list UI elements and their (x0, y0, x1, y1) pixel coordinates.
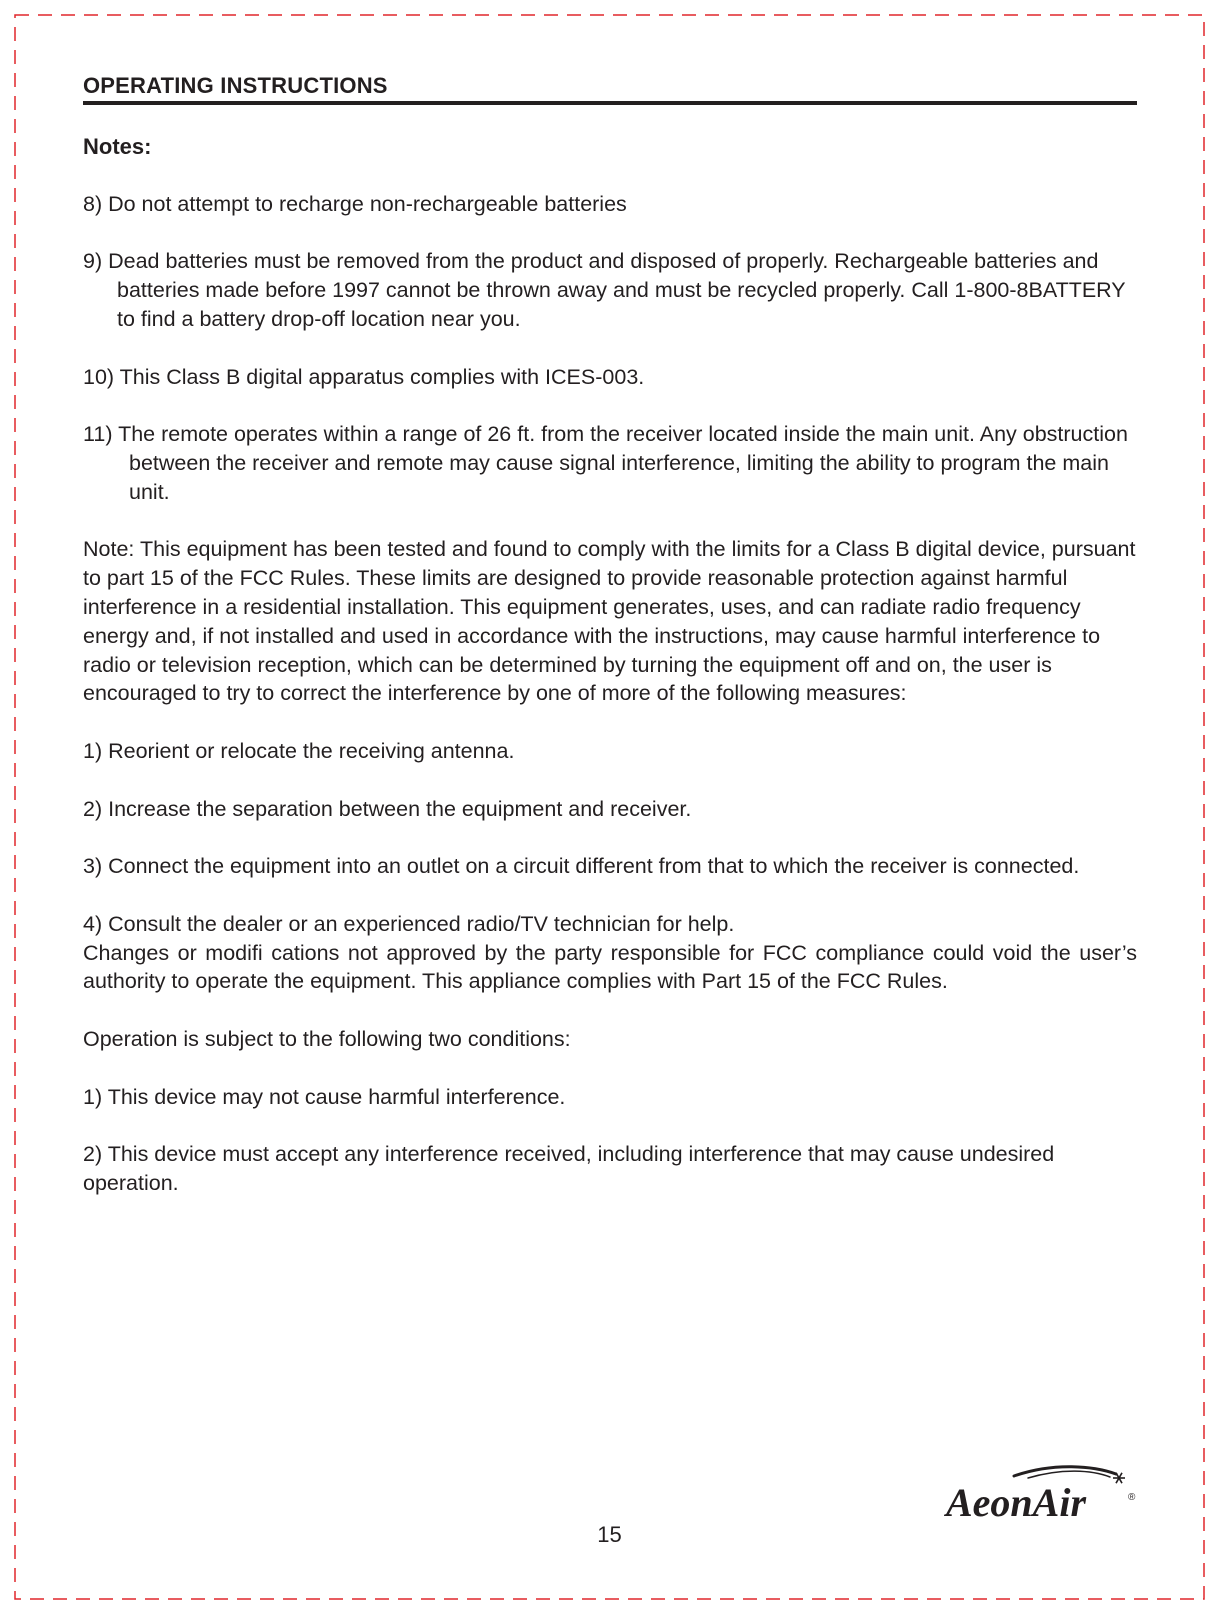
note-item-8: 8) Do not attempt to recharge non-rechargeable batteries (83, 191, 627, 216)
measure-3: 3) Connect the equipment into an outlet on a circuit different from that to which the receiver is connected. (83, 854, 1080, 879)
condition-1: 1) This device may not cause harmful interference. (83, 1084, 566, 1109)
measure-1: 1) Reorient or relocate the receiving antenna. (83, 738, 515, 763)
measure-4: 4) Consult the dealer or an experienced radio/TV technician for help. (83, 911, 735, 936)
notes-heading: Notes: (83, 134, 152, 159)
logo-swoosh-inner (1028, 1471, 1110, 1478)
operation-conditions-intro: Operation is subject to the following two conditions: (83, 1026, 571, 1051)
aeonair-logo (944, 1464, 1144, 1528)
registered-mark: ® (1128, 1492, 1136, 1503)
measure-2: 2) Increase the separation between the equipment and receiver. (83, 796, 692, 821)
page-content (83, 73, 1137, 1198)
changes-paragraph: Changes or modifi cations not approved by the party responsible for FCC compliance could void the user’s authority to operate the equipment. This appliance complies with Part 15 of the FCC Rules. (83, 940, 1137, 994)
note-item-9: 9) Dead batteries must be removed from the product and disposed of properly. Rechargeable batteries and batteries made before 1997 cannot be thrown away and must be recycled properly. Call 1-800-8BATTERY to find a battery drop-off location near you. (83, 249, 1126, 331)
condition-2: 2) This device must accept any interference received, including interference that may cause undesired operation. (83, 1142, 1055, 1195)
page-number: 15 (597, 1522, 622, 1547)
note-item-10: 10) This Class B digital apparatus complies with ICES-003. (83, 364, 645, 389)
logo-wordmark: AeonAir (946, 1480, 1087, 1525)
note-item-11: 11) The remote operates within a range of 26 ft. from the receiver located inside the main unit. Any obstruction between the receiver and remote may cause signal interference, limiting the ability to program the main unit. (83, 422, 1128, 504)
page-title: OPERATING INSTRUCTIONS (83, 73, 1137, 105)
fcc-note-paragraph: Note: This equipment has been tested and found to comply with the limits for a Class B digital device, pursuant to part 15 of the FCC Rules. These limits are designed to provide reasonable protection against harmful interference in a residential installation. This equipment generates, uses, and can radiate radio frequency energy and, if not installed and used in accordance with the instructions, may cause harmful interference to radio or television reception, which can be determined by turning the equipment off and on, the user is encouraged to try to correct the interference by one of more of the following measures: (83, 537, 1136, 706)
aeonair-logo-graphic (944, 1464, 1144, 1528)
